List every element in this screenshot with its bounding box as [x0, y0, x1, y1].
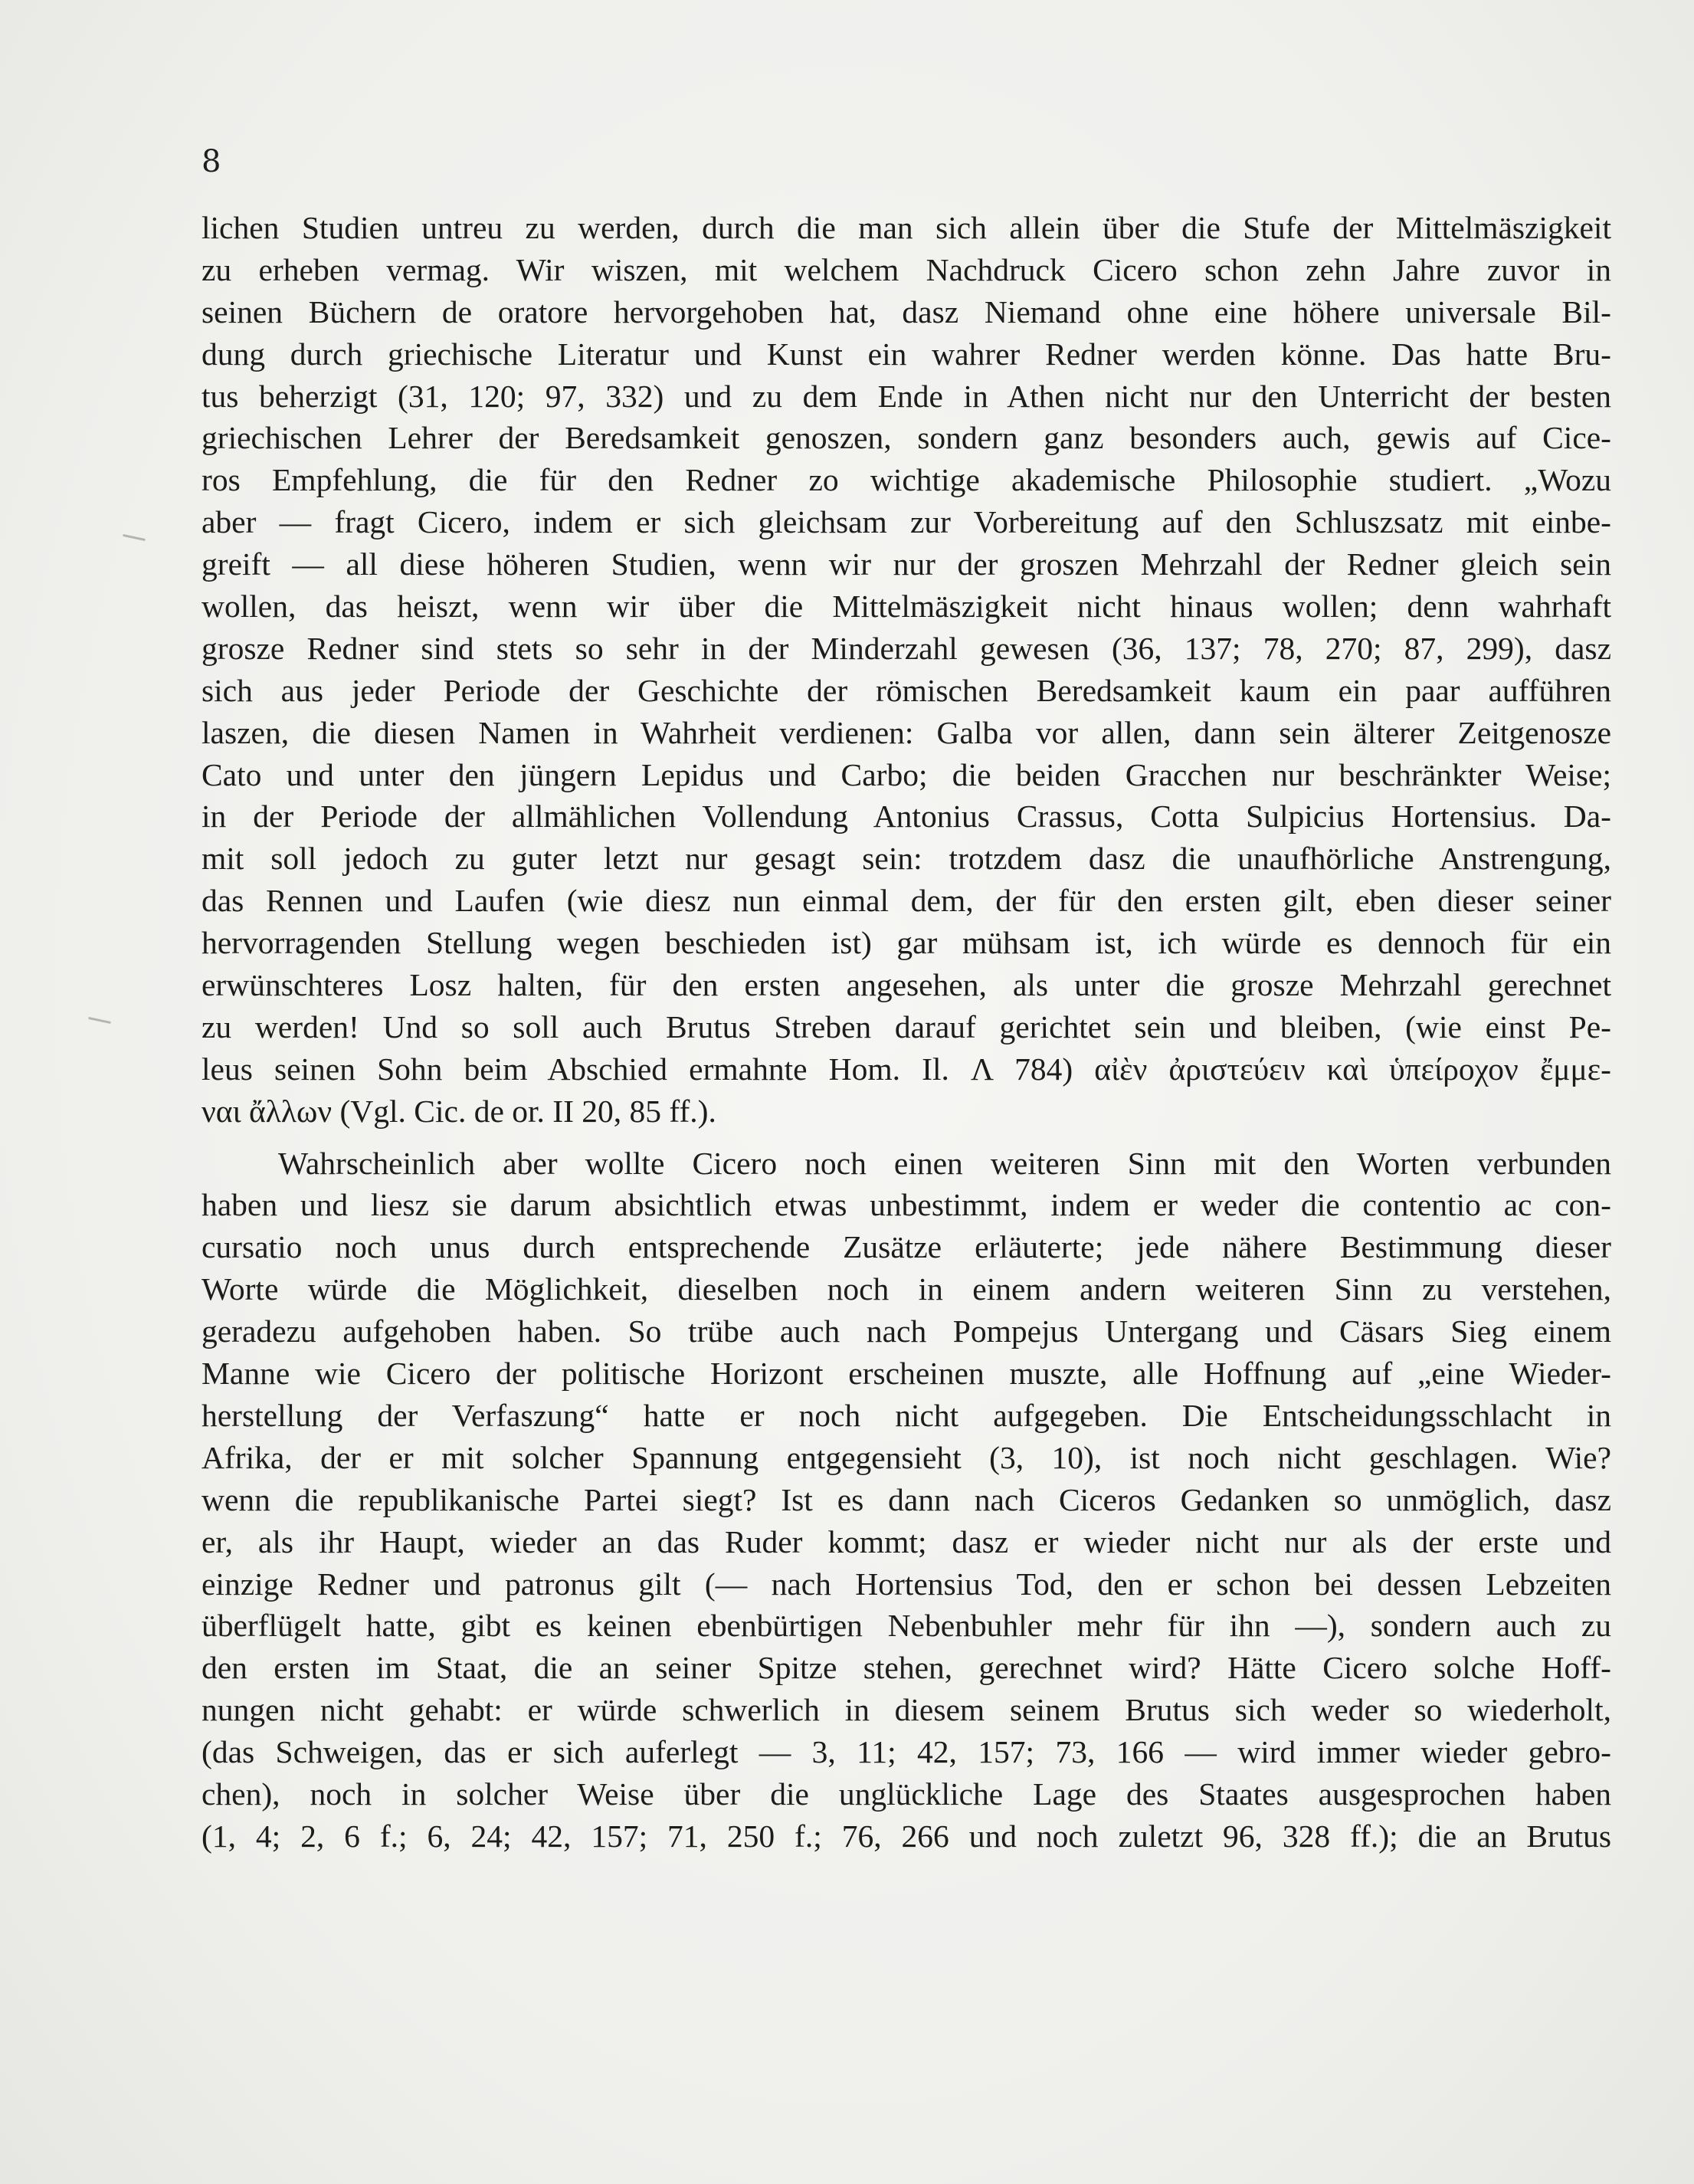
text-line: wollen, das heiszt, wenn wir über die Mittelmäszigkeit nicht hinaus wollen; denn wahrhaft — [202, 589, 1611, 625]
text-line: Manne wie Cicero der politische Horizont erscheinen muszte, alle Hoffnung auf „eine Wieder- — [202, 1356, 1611, 1392]
body-text — [202, 207, 1611, 1858]
text-line: laszen, die diesen Namen in Wahrheit verdienen: Galba vor allen, dann sein älterer Zeitgenosze — [202, 714, 1611, 750]
text-line: mit soll jedoch zu guter letzt nur gesagt sein: trotzdem dasz die unaufhörliche Anstrengung, — [202, 841, 1611, 877]
text-line: aber — fragt Cicero, indem er sich gleichsam zur Vorbereitung auf den Schluszsatz mit einbe- — [202, 504, 1611, 540]
text-line: überflügelt hatte, gibt es keinen ebenbürtigen Nebenbuhler mehr für ihn —), sondern auch zu — [202, 1608, 1611, 1644]
text-line: ros Empfehlung, die für den Redner zo wichtige akademische Philosophie studiert. „Wozu — [202, 462, 1611, 498]
text-line: chen), noch in solcher Weise über die unglückliche Lage des Staates ausgesprochen haben — [202, 1776, 1611, 1812]
text-line: sich aus jeder Periode der Geschichte der römischen Beredsamkeit kaum ein paar aufführen — [202, 672, 1611, 708]
text-line: haben und liesz sie darum absichtlich etwas unbestimmt, indem er weder die contentio ac con- — [202, 1187, 1611, 1223]
text-line: ναι ἄλλων (Vgl. Cic. de or. II 20, 85 ff.). — [202, 1093, 716, 1129]
text-line: in der Periode der allmählichen Vollendung Antonius Crassus, Cotta Sulpicius Hortensius. Da- — [202, 799, 1611, 835]
text-line: cursatio noch unus durch entsprechende Zusätze erläuterte; jede nähere Bestimmung dieser — [202, 1229, 1611, 1265]
paragraph-1 — [202, 207, 1611, 1133]
page-number: 8 — [202, 144, 222, 179]
text-line: Cato und unter den jüngern Lepidus und Carbo; die beiden Gracchen nur beschränkter Weise; — [202, 756, 1611, 792]
text-line: erwünschteres Losz halten, für den ersten angesehen, als unter die grosze Mehrzahl gerechnet — [202, 967, 1611, 1003]
text-line: geradezu aufgehoben haben. So trübe auch nach Pompejus Untergang und Cäsars Sieg einem — [202, 1313, 1611, 1349]
text-line: dung durch griechische Literatur und Kunst ein wahrer Redner werden könne. Das hatte Bru- — [202, 336, 1611, 372]
text-line: leus seinen Sohn beim Abschied ermahnte Hom. Il. Λ 784) αἰὲν ἀριστεύειν καὶ ὑπείροχον ἔμμε- — [202, 1051, 1611, 1087]
text-line: Worte würde die Möglichkeit, dieselben noch in einem andern weiteren Sinn zu verstehen, — [202, 1271, 1611, 1307]
text-line: den ersten im Staat, die an seiner Spitze stehen, gerechnet wird? Hätte Cicero solche Hoff- — [202, 1650, 1611, 1686]
text-line: herstellung der Verfaszung“ hatte er noch nicht aufgegeben. Die Entscheidungsschlacht in — [202, 1397, 1611, 1433]
paragraph-2 — [202, 1143, 1611, 1858]
text-line: das Rennen und Laufen (wie diesz nun einmal dem, der für den ersten gilt, eben dieser seiner — [202, 883, 1611, 919]
text-line: einzige Redner und patronus gilt (— nach Hortensius Tod, den er schon bei dessen Lebzeiten — [202, 1566, 1611, 1602]
text-line: nungen nicht gehabt: er würde schwerlich in diesem seinem Brutus sich weder so wiederholt, — [202, 1692, 1611, 1728]
text-line: seinen Büchern de oratore hervorgehoben hat, dasz Niemand ohne eine höhere universale Bil- — [202, 293, 1611, 330]
text-line: zu erheben vermag. Wir wiszen, mit welchem Nachdruck Cicero schon zehn Jahre zuvor in — [202, 251, 1611, 287]
text-line: Wahrscheinlich aber wollte Cicero noch einen weiteren Sinn mit den Worten verbunden — [278, 1145, 1611, 1181]
text-line: (das Schweigen, das er sich auferlegt — 3, 11; 42, 157; 73, 166 — wird immer wieder gebro- — [202, 1734, 1611, 1770]
text-line: lichen Studien untreu zu werden, durch die man sich allein über die Stufe der Mittelmäszigkeit — [202, 210, 1611, 245]
text-line: er, als ihr Haupt, wieder an das Ruder kommt; dasz er wieder nicht nur als der erste und — [202, 1523, 1611, 1559]
text-line: hervorragenden Stellung wegen beschieden ist) gar mühsam ist, ich würde es dennoch für ein — [202, 925, 1611, 961]
scan-speck — [88, 1017, 111, 1024]
text-line: zu werden! Und so soll auch Brutus Streben darauf gerichtet sein und bleiben, (wie einst Pe- — [202, 1008, 1611, 1044]
text-line: griechischen Lehrer der Beredsamkeit genoszen, sondern ganz besonders auch, gewis auf Cice- — [202, 420, 1611, 456]
text-line: (1, 4; 2, 6 f.; 6, 24; 42, 157; 71, 250 f.; 76, 266 und noch zuletzt 96, 328 ff.); die an Brutus — [202, 1818, 1611, 1854]
text-line: Afrika, der er mit solcher Spannung entgegensieht (3, 10), ist noch nicht geschlagen. Wie? — [202, 1439, 1611, 1475]
text-line: greift — all diese höheren Studien, wenn wir nur der groszen Mehrzahl der Redner gleich sein — [202, 546, 1611, 582]
text-line: wenn die republikanische Partei siegt? Ist es dann nach Ciceros Gedanken so unmöglich, dasz — [202, 1481, 1611, 1517]
text-line: grosze Redner sind stets so sehr in der Minderzahl gewesen (36, 137; 78, 270; 87, 299), dasz — [202, 630, 1611, 666]
scan-speck — [123, 534, 146, 541]
text-line: tus beherzigt (31, 120; 97, 332) und zu dem Ende in Athen nicht nur den Unterricht der besten — [202, 378, 1611, 414]
